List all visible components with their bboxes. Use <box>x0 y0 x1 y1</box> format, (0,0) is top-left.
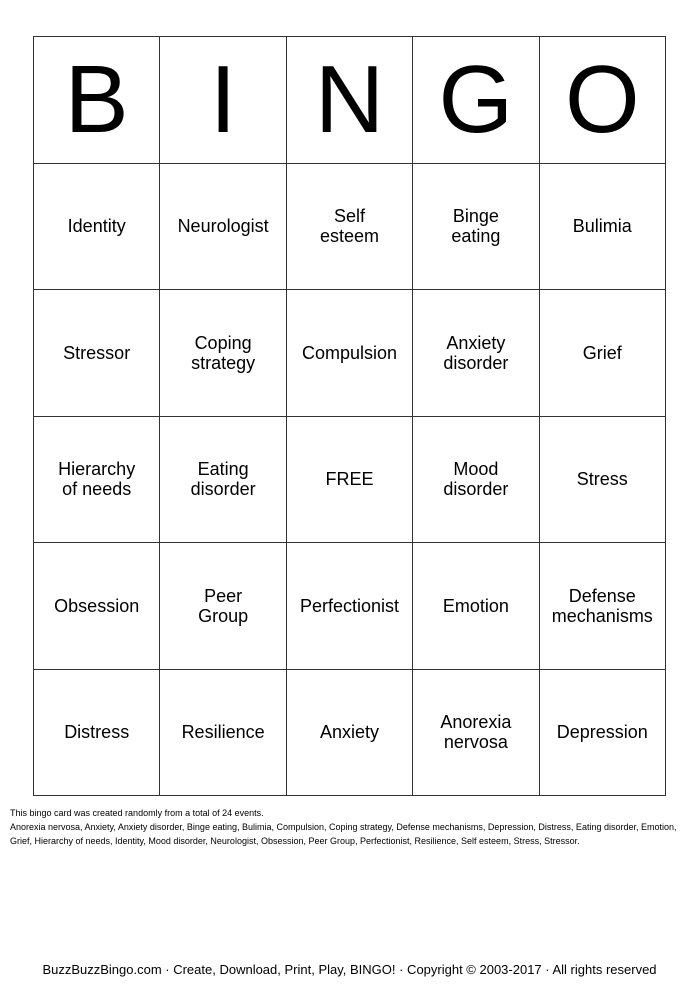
bingo-cell-text: Compulsion <box>301 342 398 363</box>
bingo-cell-text: Self esteem <box>319 206 379 247</box>
bingo-cell-text: Peer Group <box>198 585 249 626</box>
bingo-cell-text: Identity <box>67 216 126 237</box>
bingo-cell-text: Emotion <box>442 595 509 616</box>
bingo-cell-text: Bulimia <box>572 216 632 237</box>
bingo-cell <box>540 164 666 291</box>
bingo-cell-text: Perfectionist <box>299 595 400 616</box>
bingo-cell <box>413 164 539 291</box>
bingo-cell <box>540 290 666 417</box>
bingo-cell-text: Anxiety disorder <box>443 332 509 373</box>
bingo-cell-text: Stressor <box>63 342 131 363</box>
page-footer: BuzzBuzzBingo.com · Create, Download, Print, Play, BINGO! · Copyright © 2003-2017 · All rights reserved <box>42 962 657 977</box>
bingo-cell <box>287 670 413 797</box>
bingo-cell-text: Resilience <box>181 722 265 743</box>
bingo-cell-text: Depression <box>556 722 648 743</box>
bingo-cell <box>287 290 413 417</box>
bingo-cell-text: Eating disorder <box>190 459 256 500</box>
bingo-cell <box>34 670 160 797</box>
bingo-cell <box>413 417 539 544</box>
bingo-cell <box>34 164 160 291</box>
bingo-cell-text: Grief <box>582 342 622 363</box>
card-info-summary: This bingo card was created randomly from a total of 24 events. <box>10 808 264 818</box>
header-letter-g: G <box>413 37 539 164</box>
bingo-cell-text: Coping strategy <box>191 332 256 373</box>
bingo-cell <box>160 290 286 417</box>
header-letter-n: N <box>287 37 413 164</box>
bingo-cell <box>540 417 666 544</box>
bingo-cell <box>287 164 413 291</box>
bingo-cell <box>160 417 286 544</box>
free-space-text: FREE <box>325 469 374 490</box>
bingo-cell <box>413 670 539 797</box>
bingo-cell-text: Binge eating <box>451 206 501 247</box>
bingo-cell <box>34 417 160 544</box>
bingo-cell-text: Neurologist <box>177 216 269 237</box>
header-letter-o: O <box>540 37 666 164</box>
bingo-cell-text: Mood disorder <box>443 459 509 500</box>
header-letter-b: B <box>34 37 160 164</box>
bingo-cell-text: Anorexia nervosa <box>440 712 512 753</box>
bingo-cell-text: Distress <box>64 722 130 743</box>
bingo-cell <box>540 543 666 670</box>
bingo-cell <box>413 290 539 417</box>
bingo-cell <box>34 290 160 417</box>
bingo-card <box>33 36 666 796</box>
bingo-cell-text: Anxiety <box>319 722 379 743</box>
bingo-cell <box>160 670 286 797</box>
card-info <box>10 806 690 848</box>
free-space-cell <box>287 417 413 544</box>
bingo-cell-text: Stress <box>576 469 628 490</box>
bingo-cell <box>413 543 539 670</box>
bingo-cell-text: Defense mechanisms <box>551 585 653 626</box>
bingo-cell <box>540 670 666 797</box>
bingo-cell <box>287 543 413 670</box>
header-letter-i: I <box>160 37 286 164</box>
bingo-cell-text: Obsession <box>54 595 140 616</box>
bingo-cell <box>160 543 286 670</box>
card-info-event-list: Anorexia nervosa, Anxiety, Anxiety disorder, Binge eating, Bulimia, Compulsion, Coping strategy, Defense mechanisms, Depression, Distress, Eating disorder, Emotion, Grief, Hierarchy of needs, Identity, Mood disorder, Neurologist, Obsession, Peer Group, Perfectionist, Resilience, Self esteem, Stress, Stressor. <box>10 822 677 846</box>
bingo-cell-text: Hierarchy of needs <box>58 459 136 500</box>
bingo-cell <box>34 543 160 670</box>
bingo-cell <box>160 164 286 291</box>
